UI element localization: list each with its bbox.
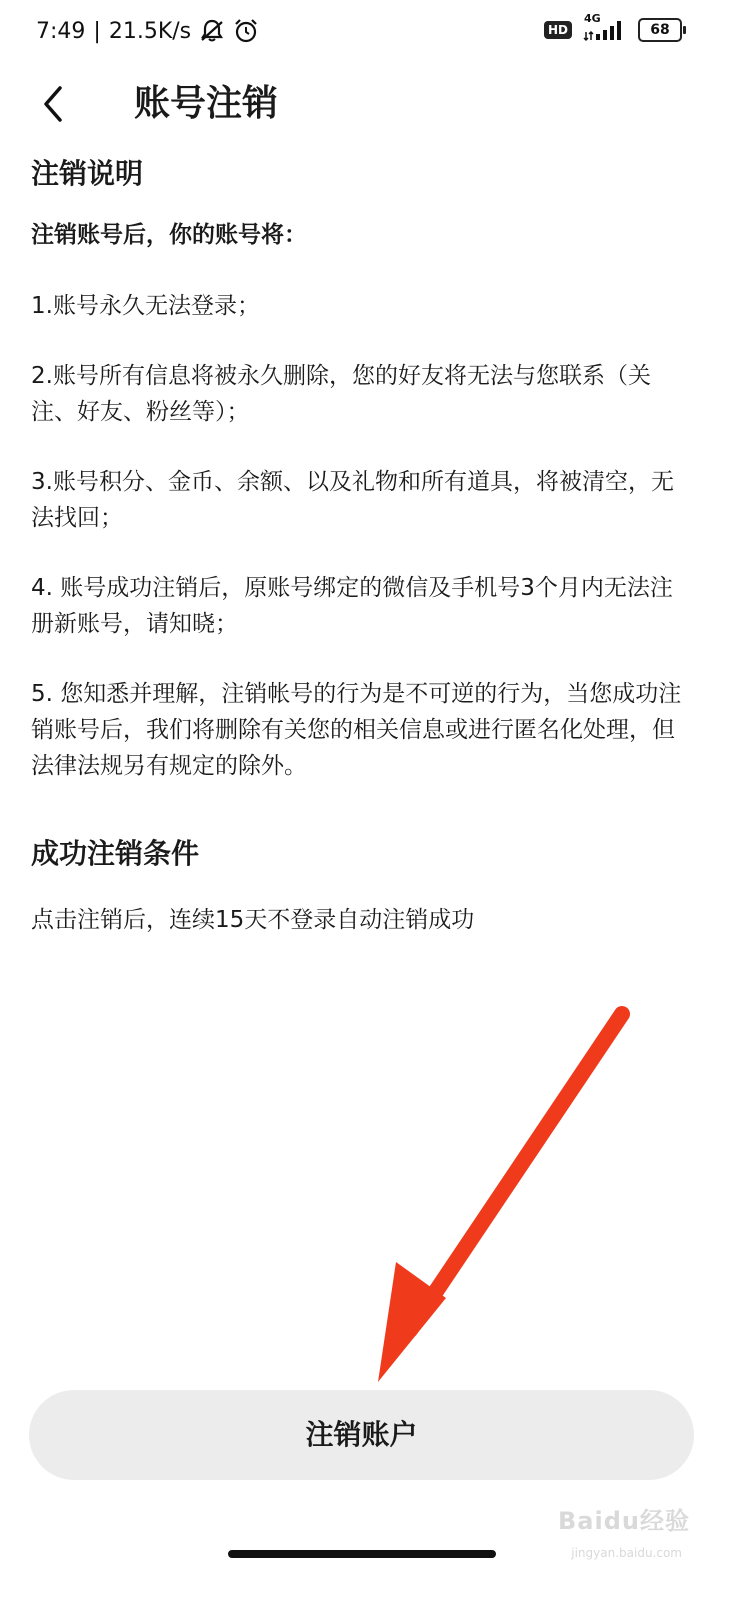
status-separator: | [93, 18, 101, 44]
section-title-conditions: 成功注销条件 [31, 837, 200, 870]
battery-indicator: 68 [638, 18, 682, 42]
nav-bar [0, 70, 738, 140]
status-left [36, 18, 259, 44]
notice-item-2: 2.账号所有信息将被永久删除，您的好友将无法与您联系（关注、好友、粉丝等）； [31, 363, 651, 425]
content-area [31, 150, 691, 938]
alarm-clock-icon [233, 18, 259, 44]
red-arrow-annotation [360, 1000, 640, 1400]
home-indicator[interactable] [228, 1550, 496, 1558]
back-arrow-icon[interactable] [34, 84, 74, 124]
deregister-account-button[interactable]: 注销账户 [29, 1390, 694, 1480]
condition-text: 点击注销后，连续15天不登录自动注销成功 [31, 907, 475, 933]
notice-item-1: 1.账号永久无法登录； [31, 293, 260, 319]
status-time: 7:49 [36, 18, 86, 44]
notice-item-5: 5. 您知悉并理解，注销帐号的行为是不可逆的行为，当您成功注销账号后，我们将删除有关您的相关信息或进行匿名化处理，但法律法规另有规定的除外。 [31, 681, 682, 779]
section-title-notice: 注销说明 [31, 157, 144, 190]
network-label: 4G [584, 12, 601, 25]
signal-icon [582, 12, 628, 42]
status-net-speed: 21.5K/s [108, 18, 192, 44]
notice-item-3: 3.账号积分、金币、余额、以及礼物和所有道具，将被清空，无法找回； [31, 469, 674, 531]
mute-bell-icon [199, 18, 225, 44]
page-title: 账号注销 [134, 83, 279, 124]
status-right [544, 12, 682, 42]
status-bar [0, 0, 738, 62]
hd-badge: HD [544, 21, 572, 39]
baidu-watermark-url: jingyan.baidu.com [571, 1546, 682, 1560]
baidu-watermark: Baidu经验 [558, 1507, 690, 1535]
intro-text: 注销账号后，你的账号将： [31, 222, 307, 248]
notice-item-4: 4. 账号成功注销后，原账号绑定的微信及手机号3个月内无法注册新账号，请知晓； [31, 575, 673, 637]
